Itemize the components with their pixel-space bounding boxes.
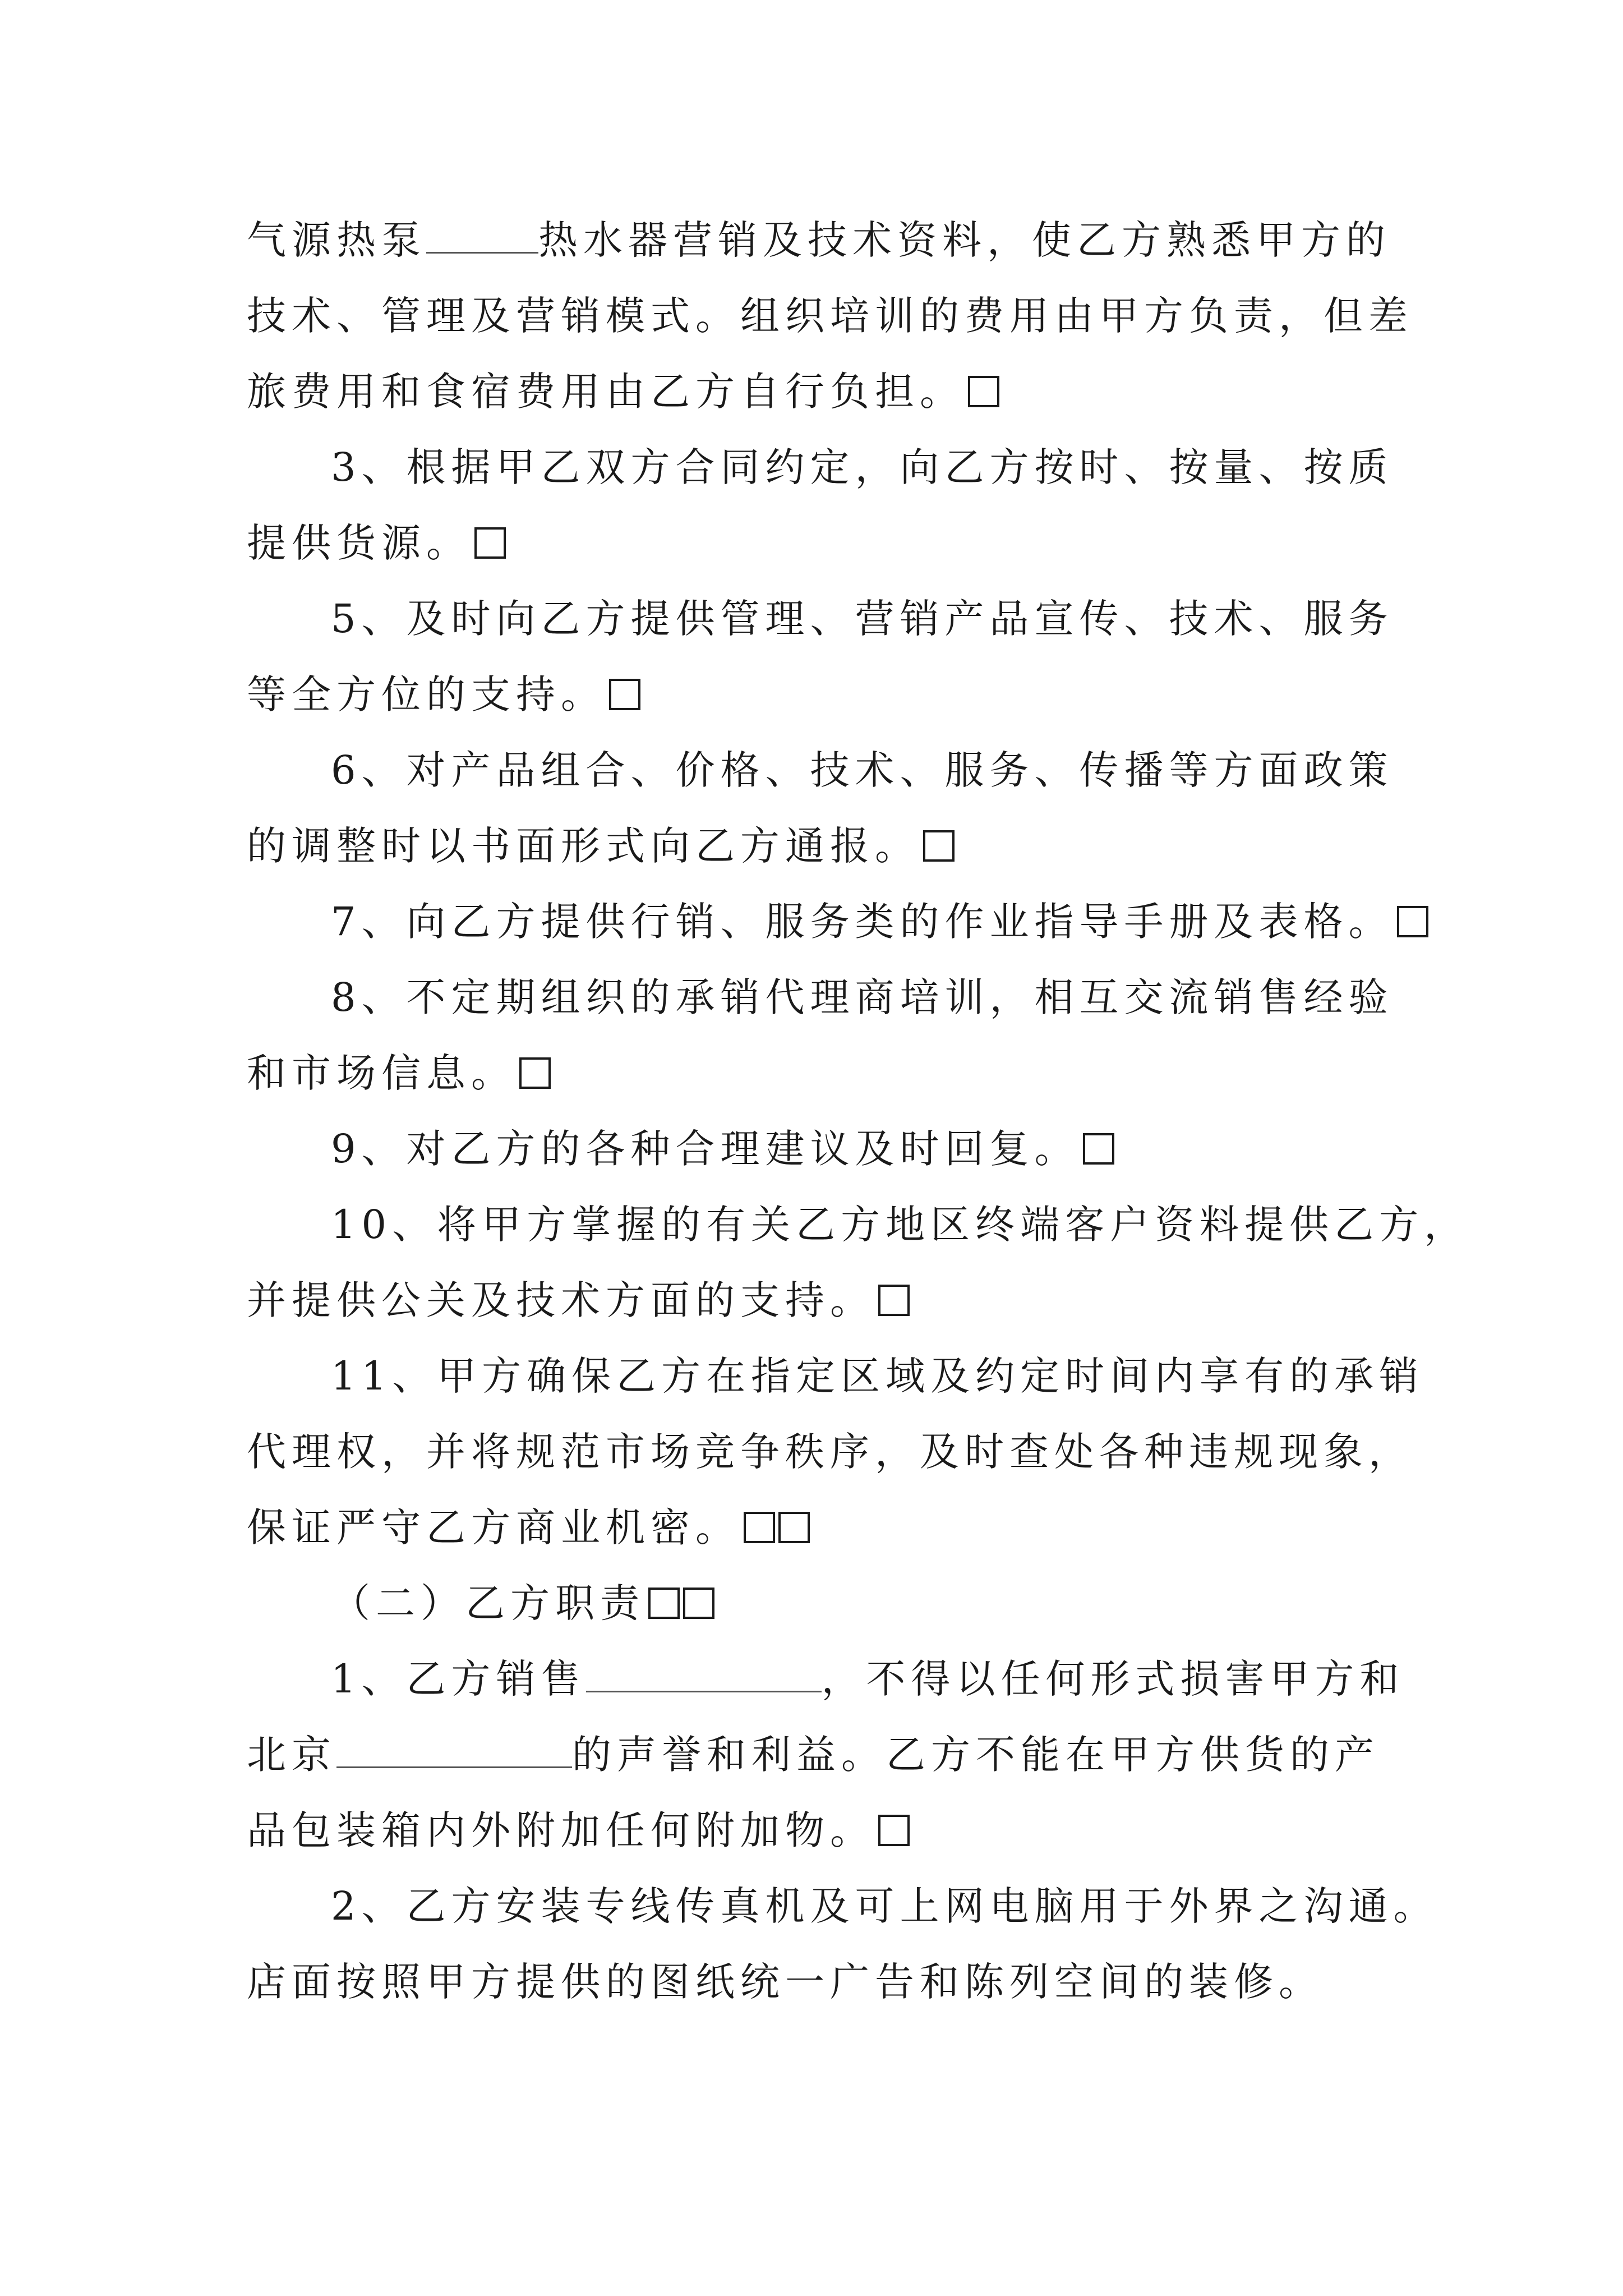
text-segment: 8、不定期组织的承销代理商培训，相互交流销售经验 [331,974,1394,1020]
text-line [331,1872,1438,1940]
text-segment: 北京 [247,1732,336,1778]
text-segment: ，不得以任何形式损害甲方和 [821,1656,1405,1702]
text-segment: 3、根据甲乙双方合同约定，向乙方按时、按量、按质 [331,444,1394,490]
checkbox-square [878,1285,910,1316]
text-line [247,1039,551,1107]
text-line [331,1115,1114,1182]
text-segment: 的声誉和利益。乙方不能在甲方供货的产 [572,1732,1380,1778]
text-segment: 的调整时以书面形式向乙方通报。 [247,823,920,869]
text-segment: （二）乙方职责 [331,1580,645,1626]
checkbox-square [609,679,640,710]
checkbox-square [1083,1133,1114,1165]
text-segment: 等全方位的支持。 [247,671,606,717]
text-line [331,964,1394,1031]
fill-in-blank [426,214,538,254]
checkbox-square [878,1815,910,1846]
text-line [247,1721,1380,1788]
text-segment: 提供货源。 [247,520,471,566]
text-segment: 店面按照甲方提供的图纸统一广告和陈列空间的装修。 [247,1959,1324,2005]
text-segment: 热水器营销及技术资料，使乙方熟悉甲方的 [538,217,1391,263]
text-segment: 并提供公关及技术方面的支持。 [247,1277,875,1323]
text-segment: 10、将甲方掌握的有关乙方地区终端客户资料提供乙方， [331,1202,1469,1248]
text-line [331,434,1394,501]
text-segment: 技术、管理及营销模式。组织培训的费用由甲方负责，但差 [247,293,1413,339]
text-line [331,585,1394,652]
text-line [247,661,640,728]
text-line [247,1494,810,1561]
text-line [247,1267,910,1334]
checkbox-square [968,376,999,407]
text-segment: 5、及时向乙方提供管理、营销产品宣传、技术、服务 [331,596,1394,642]
fill-in-blank [336,1728,572,1768]
text-line [247,1797,910,1864]
text-line [331,1342,1424,1410]
text-segment: 保证严守乙方商业机密。 [247,1504,740,1550]
text-line [247,282,1413,349]
text-line [331,1645,1405,1713]
text-segment: 和市场信息。 [247,1050,516,1096]
text-segment: 2、乙方安装专线传真机及可上网电脑用于外界之沟通。 [331,1883,1438,1929]
text-line [247,1948,1324,2016]
text-segment: 品包装箱内外附加任何附加物。 [247,1807,875,1853]
checkbox-square [683,1588,714,1619]
checkbox-square [648,1588,680,1619]
checkbox-square [1397,906,1428,937]
text-segment: 1、乙方销售 [331,1656,586,1702]
text-segment: 9、对乙方的各种合理建议及时回复。 [331,1126,1080,1172]
text-line [331,1191,1469,1258]
text-line [247,812,955,880]
checkbox-square [519,1057,551,1089]
fill-in-blank [586,1653,822,1692]
checkbox-square [474,527,506,559]
text-line [247,509,506,577]
text-line [247,358,999,425]
text-segment: 代理权，并将规范市场竞争秩序，及时查处各种违规现象， [247,1429,1413,1475]
text-line [247,1418,1413,1485]
text-line [247,206,1391,274]
text-line [331,888,1428,955]
text-segment: 11、甲方确保乙方在指定区域及约定时间内享有的承销 [331,1353,1424,1399]
text-segment: 6、对产品组合、价格、技术、服务、传播等方面政策 [331,747,1394,793]
text-segment: 气源热泵 [247,217,426,263]
checkbox-square [923,830,955,862]
text-line [331,737,1394,804]
text-segment: 旅费用和食宿费用由乙方自行负担。 [247,369,965,415]
checkbox-square [778,1512,810,1543]
text-segment: 7、向乙方提供行销、服务类的作业指导手册及表格。 [331,899,1394,945]
section-heading [331,1570,714,1637]
checkbox-square [744,1512,775,1543]
